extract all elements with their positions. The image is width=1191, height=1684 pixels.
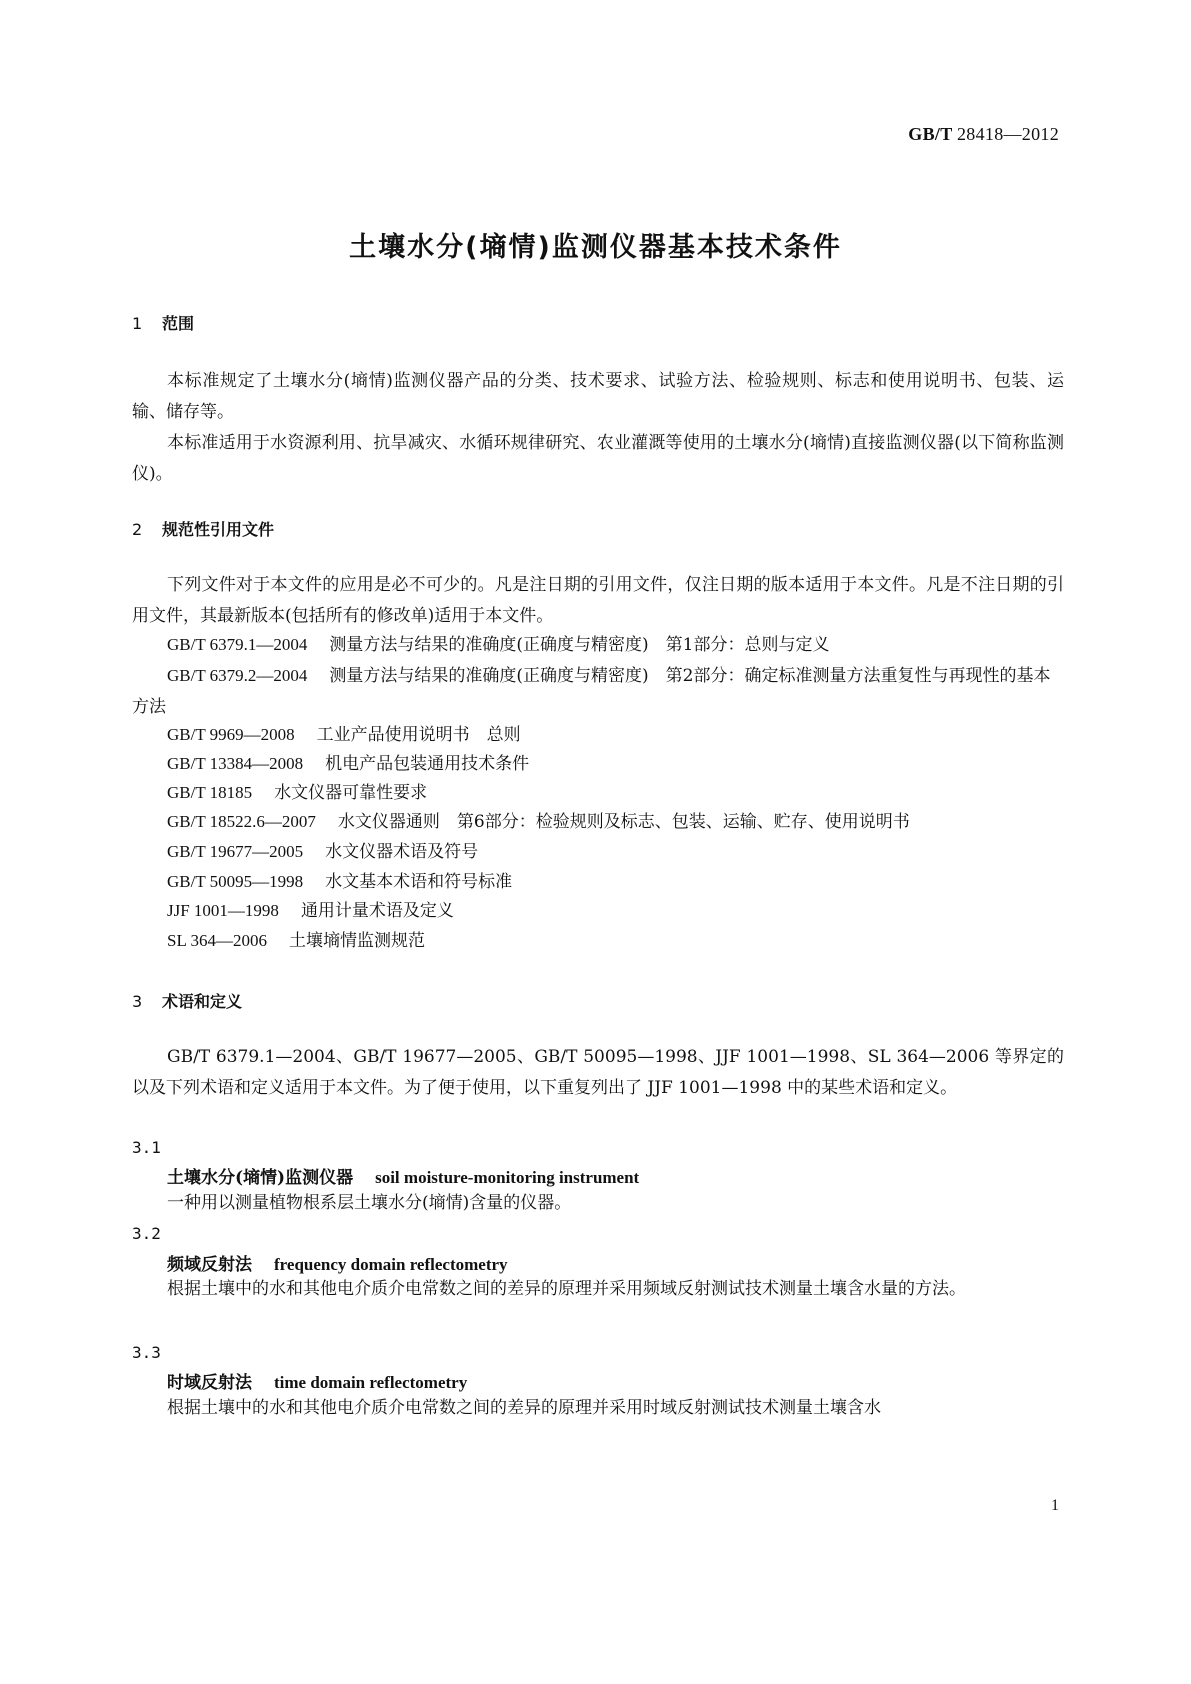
reference-title: 水文基本术语和符号标准 xyxy=(325,872,513,892)
term-definition: 根据土壤中的水和其他电介质介电常数之间的差异的原理并采用频域反射测试技术测量土壤含水量的方法。 xyxy=(167,1279,966,1299)
reference-item xyxy=(167,777,1064,809)
reference-code: GB/T 6379.2—2004 xyxy=(167,666,308,685)
reference-title: 水文仪器通则 第6部分：检验规则及标志、包装、运输、贮存、使用说明书 xyxy=(337,812,910,832)
term-definition: 一种用以测量植物根系层土壤水分(墒情)含量的仪器。 xyxy=(167,1193,572,1213)
term-heading xyxy=(167,1368,467,1393)
paragraph: GB/T 6379.1—2004、GB/T 19677—2005、GB/T 50095—1998、JJF 1001—1998、SL 364—2006 等界定的以及下列术语和定义适用于本文件。为了便于使用，以下重复列出了 JJF 1001—1998 中的某些术语和定义。 xyxy=(132,1047,1064,1098)
section-number: 2 xyxy=(132,520,143,539)
term-en: frequency domain reflectometry xyxy=(274,1255,508,1274)
reference-code: JJF 1001—1998 xyxy=(167,901,279,920)
section-heading-terms-and-definitions xyxy=(132,989,242,1012)
term-zh: 频域反射法 xyxy=(167,1255,252,1275)
term-heading xyxy=(167,1163,639,1188)
document-title: 土壤水分(墒情)监测仪器基本技术条件 xyxy=(349,232,842,263)
term-en: time domain reflectometry xyxy=(274,1373,468,1392)
standard-number: 28418—2012 xyxy=(957,124,1059,144)
standard-prefix: GB/T xyxy=(908,124,953,144)
reference-title: 工业产品使用说明书 总则 xyxy=(316,725,521,745)
reference-item xyxy=(167,866,1064,898)
section-heading-normative-references xyxy=(132,517,274,540)
reference-title: 水文仪器可靠性要求 xyxy=(274,783,428,803)
reference-item xyxy=(167,895,1064,927)
reference-code: GB/T 6379.1—2004 xyxy=(167,635,308,654)
section-number: 3 xyxy=(132,992,143,1011)
term-zh: 土壤水分(墒情)监测仪器 xyxy=(167,1168,354,1188)
paragraph: 本标准规定了土壤水分(墒情)监测仪器产品的分类、技术要求、试验方法、检验规则、标志和使用说明书、包装、运输、储存等。 xyxy=(132,371,1064,422)
reference-code: GB/T 18522.6—2007 xyxy=(167,812,316,831)
reference-code: GB/T 18185 xyxy=(167,783,253,802)
term-number: 3.3 xyxy=(132,1343,161,1362)
reference-title: 测量方法与结果的准确度(正确度与精密度) 第2部分：确定标准测量方法重复性与再现性的基本方法 xyxy=(132,666,1051,717)
reference-item xyxy=(167,806,1064,838)
reference-title: 测量方法与结果的准确度(正确度与精密度) 第1部分：总则与定义 xyxy=(329,635,830,655)
standard-code xyxy=(908,124,1059,145)
reference-title: 水文仪器术语及符号 xyxy=(325,842,479,862)
reference-item xyxy=(167,925,1064,957)
reference-code: GB/T 19677—2005 xyxy=(167,842,304,861)
section-title: 规范性引用文件 xyxy=(162,520,275,539)
reference-code: GB/T 50095—1998 xyxy=(167,872,304,891)
page-number: 1 xyxy=(1051,1497,1059,1514)
reference-code: SL 364—2006 xyxy=(167,931,267,950)
reference-title: 机电产品包装通用技术条件 xyxy=(325,754,530,774)
paragraph: 本标准适用于水资源利用、抗旱减灾、水循环规律研究、农业灌溉等使用的土壤水分(墒情)直接监测仪器(以下简称监测仪)。 xyxy=(132,433,1064,484)
reference-title: 土壤墒情监测规范 xyxy=(288,931,425,951)
section-title: 术语和定义 xyxy=(162,992,243,1011)
reference-item xyxy=(167,748,1064,780)
term-number: 3.2 xyxy=(132,1224,161,1243)
reference-item xyxy=(132,660,1064,723)
term-zh: 时域反射法 xyxy=(167,1373,252,1393)
term-heading xyxy=(167,1250,508,1275)
paragraph: 下列文件对于本文件的应用是必不可少的。凡是注日期的引用文件，仅注日期的版本适用于本文件。凡是不注日期的引用文件，其最新版本(包括所有的修改单)适用于本文件。 xyxy=(132,575,1064,626)
term-en: soil moisture-monitoring instrument xyxy=(375,1168,640,1187)
section-heading-scope xyxy=(132,311,194,334)
term-number: 3.1 xyxy=(132,1138,161,1157)
reference-item xyxy=(167,629,1064,661)
reference-title: 通用计量术语及定义 xyxy=(300,901,454,921)
reference-code: GB/T 13384—2008 xyxy=(167,754,304,773)
section-number: 1 xyxy=(132,314,143,333)
reference-item xyxy=(167,836,1064,868)
reference-item xyxy=(167,719,1064,751)
reference-code: GB/T 9969—2008 xyxy=(167,725,295,744)
term-definition: 根据土壤中的水和其他电介质介电常数之间的差异的原理并采用时域反射测试技术测量土壤含水 xyxy=(167,1398,881,1418)
section-title: 范围 xyxy=(162,314,195,333)
